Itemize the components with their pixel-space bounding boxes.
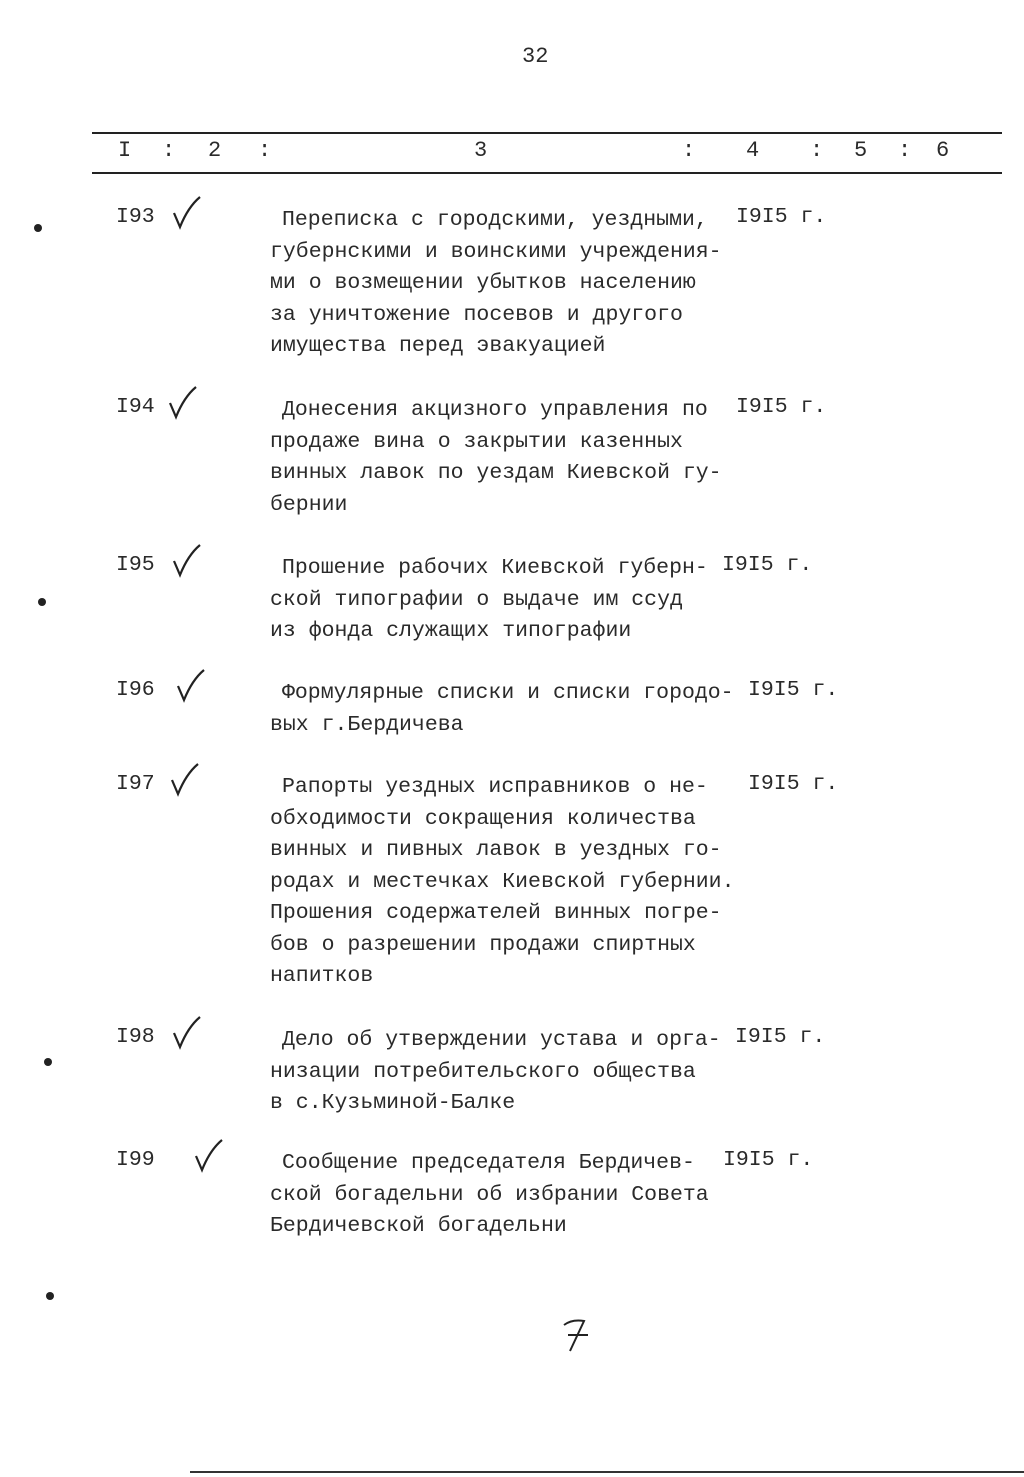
column-header-4: 4 [746,138,760,163]
column-separator: : [898,138,912,163]
description-line: ми о возмещении убытков населению [270,271,696,295]
bottom-rule [190,1471,1024,1473]
entry-year: I9I5 г. [748,772,839,796]
description-line: ской богадельни об избрании Совета [270,1182,709,1207]
description-line: Донесения акцизного управления по [282,398,708,422]
punch-hole-mark [44,1058,52,1066]
entry-number: I99 [116,1148,155,1172]
description-line: обходимости сокращения количества [270,806,696,831]
description-line: бов о разрешении продажи спиртных [270,932,696,957]
entry-year: I9I5 г. [736,205,827,229]
entry-number: I95 [116,553,155,577]
entry-number: I93 [116,205,155,229]
punch-hole-mark [34,224,42,232]
column-header-2: 2 [208,138,222,163]
entry-year: I9I5 г. [736,395,827,419]
entry-year: I9I5 г. [723,1148,814,1172]
header-bottom-rule [92,172,1002,174]
description-line: имущества перед эвакуацией [270,334,606,358]
header-top-rule [92,132,1002,134]
punch-hole-mark [38,598,46,606]
description-line: вых г.Бердичева [270,712,464,737]
description-line: винных лавок по уездам Киевской гу- [270,461,722,485]
column-separator: : [162,138,176,163]
column-separator: : [810,138,824,163]
checkmark-icon [172,668,208,709]
entry-description [270,1148,709,1243]
entry-year: I9I5 г. [722,553,813,577]
entry-year: I9I5 г. [748,678,839,702]
column-header-3: 3 [474,138,488,163]
description-line: из фонда служащих типографии [270,619,632,643]
description-line: напитков [270,964,374,988]
entry-description [270,553,708,648]
entry-number: I96 [116,678,155,702]
entry-number: I98 [116,1025,155,1049]
description-line: Рапорты уездных исправников о не- [282,775,708,799]
entry-number: I97 [116,772,155,796]
page-number: 32 [522,44,549,69]
column-header-1: I [118,138,132,163]
description-line: в с.Кузьминой-Балке [270,1091,516,1115]
description-line: Бердичевской богадельни [270,1214,567,1238]
checkmark-icon [168,1015,204,1056]
checkmark-icon [168,195,204,236]
entry-description [270,772,734,993]
description-line: низации потребительского общества [270,1059,696,1084]
checkmark-icon [164,385,200,426]
description-line: ской типографии о выдаче им ссуд [270,587,683,612]
handwritten-mark [560,1315,594,1360]
description-line: родах и местечках Киевской губернии. [270,869,735,894]
column-separator: : [258,138,272,163]
checkmark-icon [168,543,204,584]
entry-description [270,1025,721,1120]
checkmark-icon [190,1138,226,1179]
description-line: бернии [270,492,348,517]
column-separator: : [682,138,696,163]
checkmark-icon [166,762,202,803]
description-line: губернскими и воинскими учреждения- [270,239,722,264]
entry-number: I94 [116,395,155,419]
description-line: Прошения содержателей винных погре- [270,901,722,925]
description-line: Формулярные списки и списки городо- [282,681,734,705]
description-line: винных и пивных лавок в уездных го- [270,838,722,862]
description-line: за уничтожение посевов и другого [270,302,683,327]
description-line: Сообщение председателя Бердичев- [282,1151,695,1175]
entry-description [270,678,734,741]
column-header-5: 5 [854,138,868,163]
entry-description [270,395,722,521]
entry-description [270,205,722,363]
description-line: Дело об утверждении устава и орга- [282,1028,721,1052]
column-header-6: 6 [936,138,950,163]
description-line: Переписка с городскими, уездными, [282,208,708,232]
punch-hole-mark [46,1292,54,1300]
entry-year: I9I5 г. [735,1025,826,1049]
description-line: Прошение рабочих Киевской губерн- [282,556,708,580]
description-line: продаже вина о закрытии казенных [270,429,683,454]
